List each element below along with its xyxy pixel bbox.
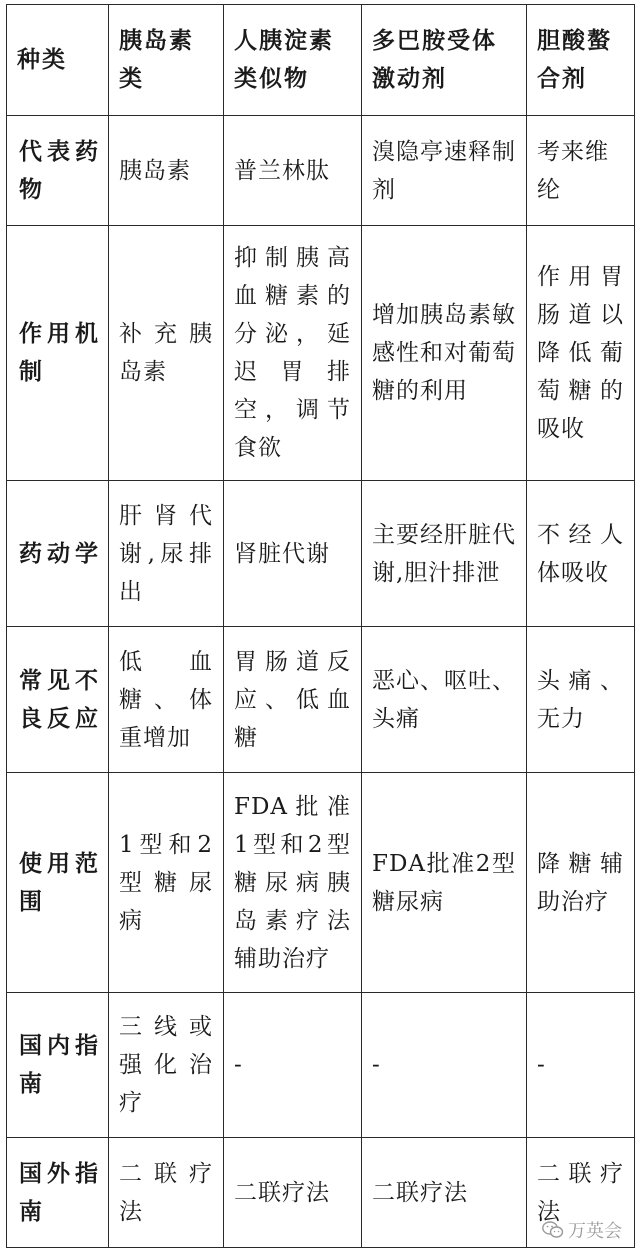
table-cell: 抑制胰高血糖素的分泌，延迟胃排空，调节食欲 [224, 226, 362, 481]
table-cell: 普兰林肽 [224, 116, 362, 226]
row-label: 常见不良反应 [7, 627, 109, 773]
table-cell: 二联疗法 [362, 1138, 527, 1248]
table-cell: 补充胰岛素 [109, 226, 224, 481]
table-cell: - [527, 993, 635, 1138]
table-cell: 低血糖、体重增加 [109, 627, 224, 773]
row-label: 使用范围 [7, 773, 109, 993]
watermark [542, 1217, 622, 1243]
column-header-dopamine: 多巴胺受体激动剂 [362, 5, 527, 116]
table-row [7, 1138, 635, 1248]
table-cell: 二联疗法 [224, 1138, 362, 1248]
table-cell: 胃肠道反应、低血糖 [224, 627, 362, 773]
table-cell: 增加胰岛素敏感性和对葡萄糖的利用 [362, 226, 527, 481]
table-cell: - [362, 993, 527, 1138]
table-cell: 不经人体吸收 [527, 481, 635, 627]
table-cell: 肝肾代谢,尿排出 [109, 481, 224, 627]
table-cell: 二联疗法 [527, 1138, 635, 1248]
table-row [7, 993, 635, 1138]
wechat-icon [542, 1221, 564, 1239]
row-label: 药动学 [7, 481, 109, 627]
column-header-amylin: 人胰淀素类似物 [224, 5, 362, 116]
table-cell: 恶心、呕吐、头痛 [362, 627, 527, 773]
row-label: 作用机制 [7, 226, 109, 481]
table-row [7, 481, 635, 627]
table-cell: FDA批准2型糖尿病 [362, 773, 527, 993]
table-row [7, 226, 635, 481]
row-label: 国外指南 [7, 1138, 109, 1248]
row-label: 代表药物 [7, 116, 109, 226]
table-cell: 头痛、无力 [527, 627, 635, 773]
corner-header: 种类 [7, 5, 109, 116]
table-cell: 1型和2型糖尿病 [109, 773, 224, 993]
table-cell: 考来维纶 [527, 116, 635, 226]
column-header-bile-acid: 胆酸螯合剂 [527, 5, 635, 116]
table-cell: 三线或强化治疗 [109, 993, 224, 1138]
table-cell: FDA批准1型和2型糖尿病胰岛素疗法辅助治疗 [224, 773, 362, 993]
table-row [7, 773, 635, 993]
table-cell: 降糖辅助治疗 [527, 773, 635, 993]
watermark-text: 万英会 [568, 1221, 622, 1242]
table-cell: 二联疗法 [109, 1138, 224, 1248]
table-cell: 主要经肝脏代谢,胆汁排泄 [362, 481, 527, 627]
table-cell: - [224, 993, 362, 1138]
table-cell: 溴隐亭速释制剂 [362, 116, 527, 226]
column-header-insulin: 胰岛素类 [109, 5, 224, 116]
table-cell: 作用胃肠道以降低葡萄糖的吸收 [527, 226, 635, 481]
header-row [7, 5, 635, 116]
table-row [7, 116, 635, 226]
row-label: 国内指南 [7, 993, 109, 1138]
drug-comparison-table [6, 4, 635, 1248]
table-cell: 胰岛素 [109, 116, 224, 226]
table-cell: 肾脏代谢 [224, 481, 362, 627]
table-row [7, 627, 635, 773]
